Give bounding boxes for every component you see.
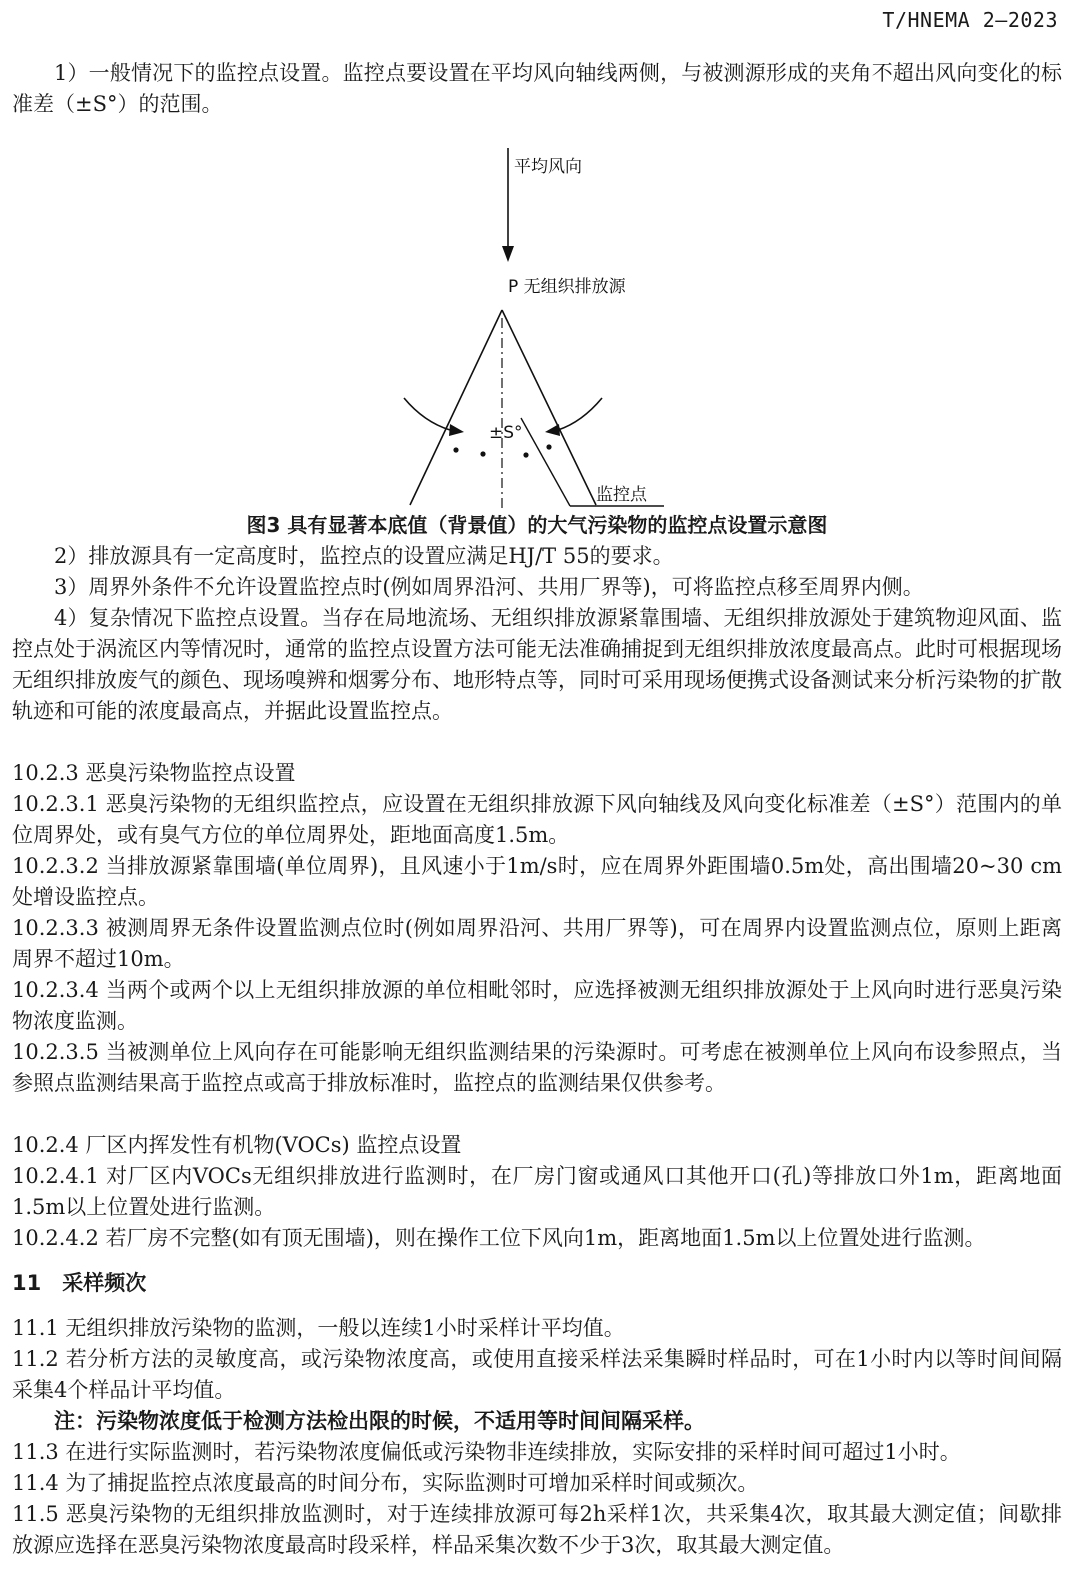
paragraph-item-4: 4）复杂情况下监控点设置。当存在局地流场、无组织排放源紧靠围墙、无组织排放源处于建筑物迎风面、监控点处于涡流区内等情况时，通常的监控点设置方法可能无法准确捕捉到无组织排放浓度最高点。此时可根据现场无组织排放废气的颜色、现场嗅辨和烟雾分布、地形特点等，同时可采用现场便携式设备测试来分析污染物的扩散轨迹和可能的浓度最高点，并据此设置监控点。: [12, 606, 1062, 723]
angle-arrow-left-head: [449, 424, 464, 436]
clause-10-2-3-3: 10.2.3.3 被测周界无条件设置监测点位时(例如周界沿河、共用厂界等)，可在周界内设置监测点位，原则上距离周界不超过10m。: [12, 916, 1062, 971]
cone-left-line: [410, 310, 502, 505]
figure-3: [12, 120, 1062, 510]
cone-right-line: [502, 310, 596, 505]
section-10-2-4-title: 10.2.4 厂区内挥发性有机物(VOCs) 监控点设置: [12, 1133, 462, 1157]
monitor-point-diagram: [12, 120, 1062, 510]
wind-direction-label: 平均风向: [514, 157, 582, 177]
section-10-2-3-title: 10.2.3 恶臭污染物监控点设置: [12, 761, 296, 785]
paragraph-item-3: 3）周界外条件不允许设置监控点时(例如周界沿河、共用厂界等)，可将监控点移至周界内侧。: [54, 575, 924, 599]
clause-10-2-4-2: 10.2.4.2 若厂房不完整(如有顶无围墙)，则在操作工位下风向1m，距离地面1.5m以上位置处进行监测。: [12, 1226, 986, 1250]
clause-11-3: 11.3 在进行实际监测时，若污染物浓度偏低或污染物非连续排放，实际安排的采样时间可超过1小时。: [12, 1440, 961, 1464]
paragraph-monitor-general: 1）一般情况下的监控点设置。监控点要设置在平均风向轴线两侧，与被测源形成的夹角不超出风向变化的标准差（±S°）的范围。: [12, 61, 1062, 116]
angle-label: ±S°: [489, 423, 523, 443]
clause-11-1: 11.1 无组织排放污染物的监测，一般以连续1小时采样计平均值。: [12, 1316, 625, 1340]
note: 注：污染物浓度低于检测方法检出限的时候，不适用等时间间隔采样。: [54, 1409, 705, 1433]
clause-10-2-3-4: 10.2.3.4 当两个或两个以上无组织排放源的单位相毗邻时，应选择被测无组织排放源处于上风向时进行恶臭污染物浓度监测。: [12, 978, 1062, 1033]
source-label: P 无组织排放源: [508, 277, 626, 297]
angle-arrow-right-head: [545, 424, 560, 436]
clause-10-2-4-1: 10.2.4.1 对厂区内VOCs无组织排放进行监测时，在厂房门窗或通风口其他开口(孔)等排放口外1m，距离地面1.5m以上位置处进行监测。: [12, 1164, 1062, 1219]
monitor-point-label: 监控点: [596, 485, 647, 505]
wind-arrow-head: [502, 246, 514, 262]
angle-arrow-right: [558, 398, 602, 430]
document-id: T/HNEMA 2—2023: [882, 8, 1058, 32]
page-content: [12, 58, 1062, 1561]
monitor-point: [523, 452, 528, 457]
clause-11-2: 11.2 若分析方法的灵敏度高，或污染物浓度高，或使用直接采样法采集瞬时样品时，可在1小时内以等时间间隔采集4个样品计平均值。: [12, 1347, 1062, 1402]
monitor-leader-line: [521, 418, 570, 506]
clause-10-2-3-1: 10.2.3.1 恶臭污染物的无组织监控点，应设置在无组织排放源下风向轴线及风向变化标准差（±S°）范围内的单位周界处，或有臭气方位的单位周界处，距地面高度1.5m。: [12, 792, 1062, 847]
monitor-point: [453, 447, 458, 452]
monitor-point: [480, 451, 485, 456]
clause-10-2-3-5: 10.2.3.5 当被测单位上风向存在可能影响无组织监测结果的污染源时。可考虑在被测单位上风向布设参照点，当参照点监测结果高于监控点或高于排放标准时，监控点的监测结果仅供参考。: [12, 1040, 1062, 1095]
angle-arrow-left: [404, 398, 450, 430]
section-11-heading: 11 采样频次: [12, 1271, 147, 1295]
clause-11-4: 11.4 为了捕捉监控点浓度最高的时间分布，实际监测时可增加采样时间或频次。: [12, 1471, 759, 1495]
clause-10-2-3-2: 10.2.3.2 当排放源紧靠围墙(单位周界)，且风速小于1m/s时，应在周界外距围墙0.5m处，高出围墙20~30 cm处增设监控点。: [12, 854, 1062, 909]
figure-caption: 图3 具有显著本底值（背景值）的大气污染物的监控点设置示意图: [246, 513, 828, 537]
monitor-point: [546, 444, 551, 449]
clause-11-5: 11.5 恶臭污染物的无组织排放监测时，对于连续排放源可每2h采样1次，共采集4次，取其最大测定值；间歇排放源应选择在恶臭污染物浓度最高时段采样，样品采集次数不少于3次，取其最大测定值。: [12, 1502, 1062, 1557]
paragraph-item-2: 2）排放源具有一定高度时，监控点的设置应满足HJ/T 55的要求。: [54, 544, 674, 568]
